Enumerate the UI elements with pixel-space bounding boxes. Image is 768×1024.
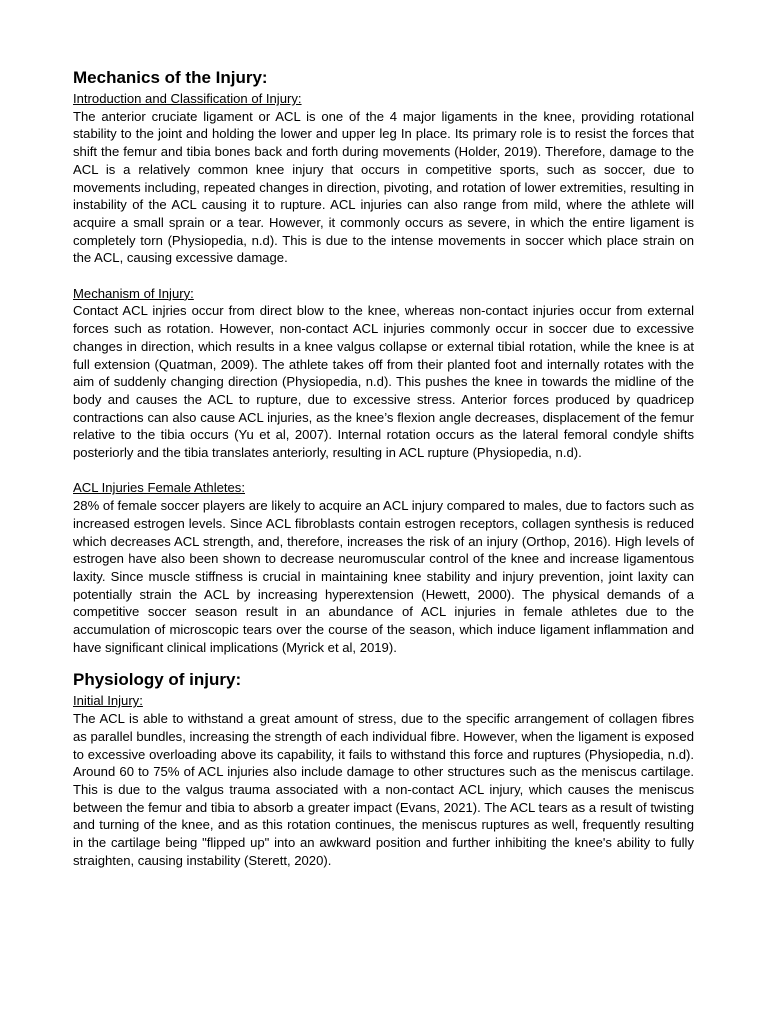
paragraph-spacer: [73, 267, 694, 285]
section-title-mechanics: Mechanics of the Injury:: [73, 68, 268, 87]
section-spacer: [73, 656, 694, 668]
paragraph-female-athletes: 28% of female soccer players are likely to acquire an ACL injury compared to males, due to factors such as increased estrogen levels. Since ACL fibroblasts contain estrogen receptors, collagen synthesis is reduced which decreases ACL strength, and, therefore, increases the risk of an injury (Orthop, 2016). High levels of estrogen have also been shown to decrease neuromuscular control of the knee and increase ligamentous laxity. Since muscle stiffness is crucial in maintaining knee stability and injury prevention, joint laxity can potentially strain the ACL by increasing hyperextension (Hewett, 2000). The physical demands of a competitive soccer season result in an abundance of ACL injuries in female athletes due to the accumulation of microscopic tears over the course of the season, which induce ligament inflammation and have significant clinical implications (Myrick et al, 2019).: [73, 498, 694, 655]
subheading-initial-injury: Initial Injury:: [73, 693, 143, 709]
paragraph-mechanism: Contact ACL injries occur from direct blow to the knee, whereas non-contact injuries occur from external forces such as rotation. However, non-contact ACL injuries commonly occur in soccer due to excessive changes in direction, which results in a knee valgus collapse or external tibial rotation, while the knee is at full extension (Quatman, 2009). The athlete takes off from their planted foot and internally rotates with the aim of suddenly changing direction (Physiopedia, n.d). This pushes the knee in towards the midline of the body and causes the ACL to rupture, due to excessive stress. Anterior forces produced by quadricep contractions can also cause ACL injuries, as the knee’s flexion angle decreases, displacement of the femur relative to the tibia occurs (Yu et al, 2007). Internal rotation occurs as the lateral femoral condyle shifts posteriorly and the tibia translates anteriorly, resulting in ACL rupture (Physiopedia, n.d).: [73, 303, 694, 461]
document-page: [73, 66, 694, 870]
subheading-introduction: Introduction and Classification of Injury:: [73, 91, 302, 106]
subheading-female-athletes: ACL Injuries Female Athletes:: [73, 480, 245, 496]
paragraph-introduction: The anterior cruciate ligament or ACL is one of the 4 major ligaments in the knee, providing rotational stability to the joint and holding the lower and upper leg In place. Its primary role is to resist the forces that shift the femur and tibia bones back and forth during movements (Holder, 2019). Therefore, damage to the ACL is a relatively common knee injury that occurs in competitive sports, such as soccer, due to movements including, repeated changes in direction, pivoting, and rotation of lower extremities, resulting in instability of the ACL causing it to rupture. ACL injuries can also range from mild, where the athlete will acquire a small sprain or a tear. However, it commonly occurs as severe, in which the entire ligament is completely torn (Physiopedia, n.d). This is due to the intense movements in soccer which place strain on the ACL, causing excessive damage.: [73, 108, 694, 266]
paragraph-spacer: [73, 462, 694, 480]
section-title-physiology: Physiology of injury:: [73, 670, 242, 690]
paragraph-initial-injury: The ACL is able to withstand a great amount of stress, due to the specific arrangement of collagen fibres as parallel bundles, increasing the strength of each individual fibre. However, when the ligament is exposed to excessive overloading above its capability, it fails to withstand this force and ruptures (Physiopedia, n.d). Around 60 to 75% of ACL injuries also include damage to other structures such as the meniscus cartilage. This is due to the valgus trauma associated with a non-contact ACL injury, which causes the meniscus between the femur and tibia to absorb a greater impact (Evans, 2021). The ACL tears as a result of twisting and turning of the knee, and as this rotation continues, the meniscus ruptures as well, frequently resulting in the cartilage being "flipped up" into an awkward position and further inhibiting the knee's ability to fully straighten, causing instability (Sterett, 2020).: [73, 711, 694, 868]
subheading-mechanism: Mechanism of Injury:: [73, 285, 194, 301]
